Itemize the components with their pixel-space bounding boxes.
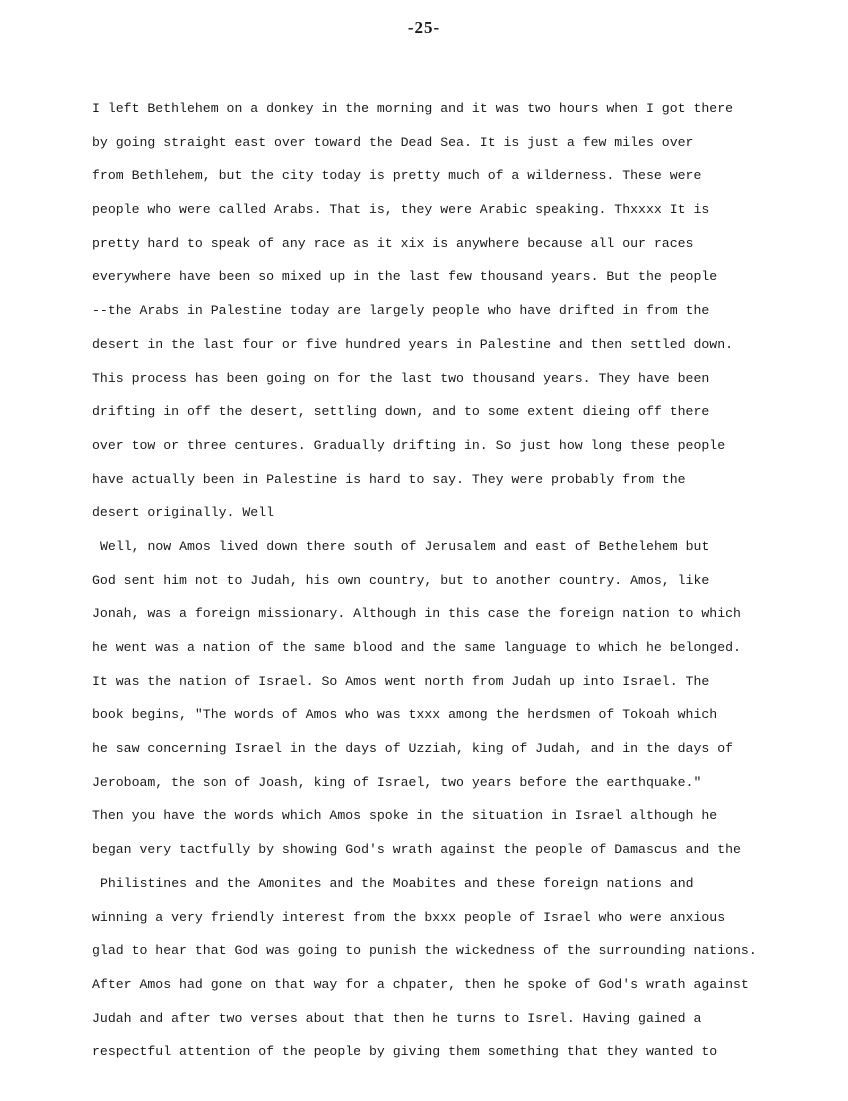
text-line: drifting in off the desert, settling down, and to some extent dieing off there [92,404,710,420]
text-line: Then you have the words which Amos spoke in the situation in Israel although he [92,808,718,824]
text-line: he went was a nation of the same blood and the same language to which he belonged. [92,640,741,655]
text-line: pretty hard to speak of any race as it xix is anywhere because all our races [92,235,694,251]
text-line: desert originally. Well [92,505,275,521]
text-line: It was the nation of Israel. So Amos went north from Judah up into Israel. The [92,673,710,689]
text-line: After Amos had gone on that way for a chpater, then he spoke of God's wrath against [92,976,749,992]
text-line: everywhere have been so mixed up in the last few thousand years. But the people [92,269,718,285]
text-line: desert in the last four or five hundred years in Palestine and then settled down. [92,336,734,352]
text-line: have actually been in Palestine is hard to say. They were probably from the [92,471,686,487]
text-line: winning a very friendly interest from the bxxx people of Israel who were anxious [92,909,726,925]
text-line: by going straight east over toward the Dead Sea. It is just a few miles over [92,134,694,150]
text-line: glad to hear that God was going to punish the wickedness of the surrounding nations. [92,943,757,959]
text-line: over tow or three centures. Gradually drifting in. So just how long these people [92,437,726,453]
text-line: Judah and after two verses about that then he turns to Isrel. Having gained a [92,1010,702,1026]
body-text [92,96,812,1073]
text-line: This process has been going on for the last two thousand years. They have been [92,370,710,386]
page-number: -25- [407,18,441,37]
text-line: Well, now Amos lived down there south of Jerusalem and east of Bethelehem but [100,538,710,554]
text-line: Jeroboam, the son of Joash, king of Israel, two years before the earthquake." [92,774,702,790]
text-line: people who were called Arabs. That is, they were Arabic speaking. Thxxxx It is [92,202,710,218]
text-line: God sent him not to Judah, his own country, but to another country. Amos, like [92,572,710,588]
text-line: book begins, "The words of Amos who was txxx among the herdsmen of Tokoah which [92,707,718,723]
text-line: began very tactfully by showing God's wrath against the people of Damascus and the [92,842,741,858]
text-line: Philistines and the Amonites and the Moabites and these foreign nations and [100,875,694,891]
text-line: from Bethlehem, but the city today is pretty much of a wilderness. These were [92,168,702,184]
text-line: I left Bethlehem on a donkey in the morning and it was two hours when I got there [92,101,734,116]
text-line: he saw concerning Israel in the days of Uzziah, king of Judah, and in the days of [92,741,734,757]
text-line: respectful attention of the people by giving them something that they wanted to [92,1044,718,1060]
text-line: Jonah, was a foreign missionary. Although in this case the foreign nation to which [92,606,741,622]
text-line: --the Arabs in Palestine today are largely people who have drifted in from the [92,303,710,319]
